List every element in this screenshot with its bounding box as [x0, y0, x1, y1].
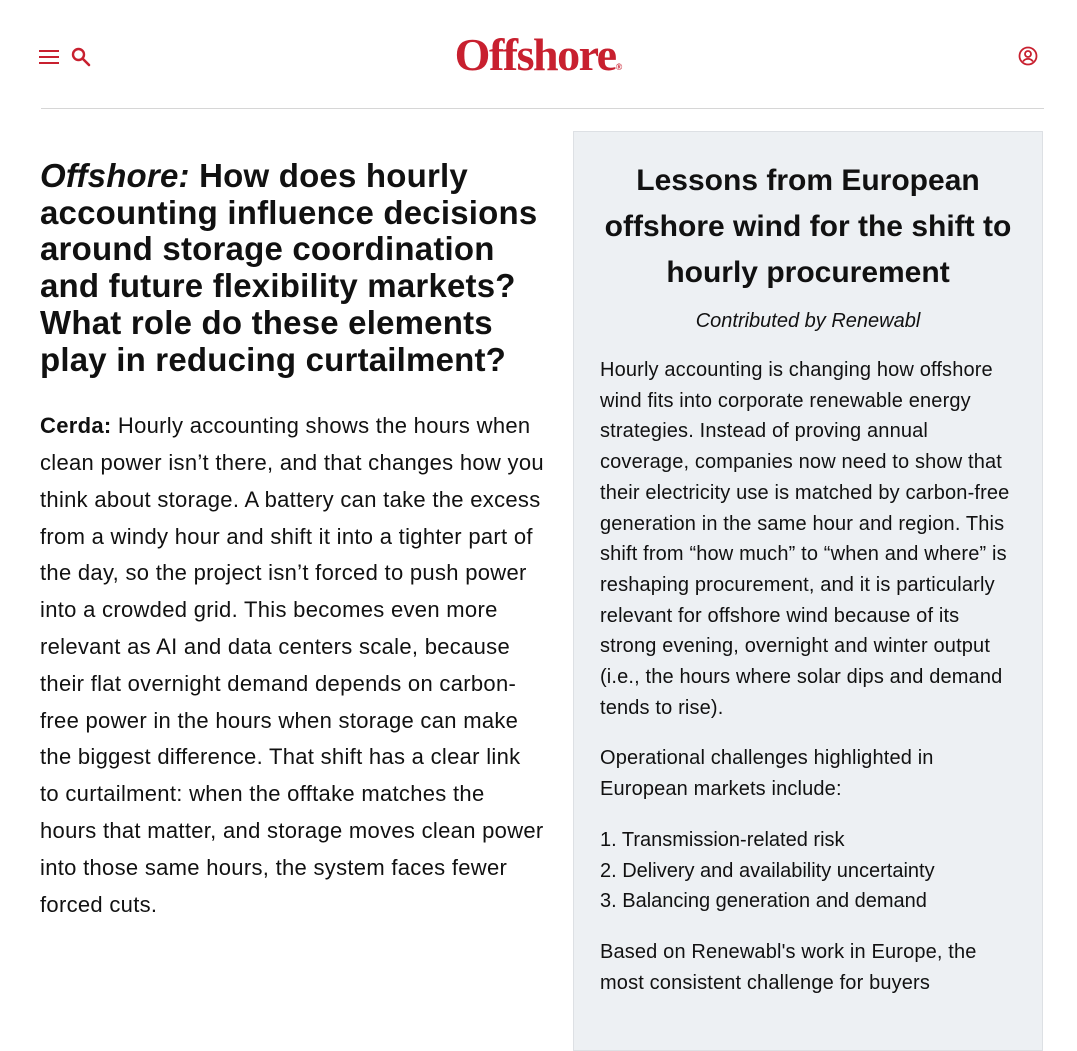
answer-text: Hourly accounting shows the hours when clean power isn’t there, and that changes how you think about storage. A battery can take the excess from a windy hour and shift it into a tighter part of the day, so the project isn’t forced to push power into a crowded grid. This becomes even more relevant as AI and data centers scale, because their flat overnight demand depends on carbon-free power in the hours when storage can make the biggest difference. That shift has a clear link to curtailment: when the offtake matches the hours that matter, and storage moves clean power into those same hours, the system faces fewer forced cuts. — [40, 413, 544, 917]
article-body — [40, 158, 545, 923]
interview-answer — [40, 408, 545, 923]
sidebar-paragraph: Based on Renewabl's work in Europe, the most consistent challenge for buyers — [600, 940, 977, 994]
site-logo[interactable] — [0, 28, 1077, 81]
logo-text: Offshore — [454, 29, 616, 80]
sidebar-callout — [573, 131, 1043, 1051]
sidebar-contributor: Contributed by Renewabl — [695, 310, 921, 332]
challenges-list — [600, 825, 1016, 917]
question-prefix: Offshore: — [40, 157, 190, 194]
header-divider — [41, 108, 1044, 109]
site-header — [0, 0, 1077, 110]
question-text: How does hourly accounting influence decisions around storage coordination and future flexibility markets? What role do these elements play in reducing curtailment? — [40, 157, 538, 378]
list-item: 2. Delivery and availability uncertainty — [600, 859, 935, 882]
speaker-name: Cerda: — [40, 413, 112, 439]
sidebar-paragraph: Operational challenges highlighted in European markets include: — [600, 747, 934, 801]
interview-question — [40, 158, 545, 378]
user-icon[interactable] — [1018, 46, 1038, 66]
sidebar-title: Lessons from European offshore wind for the shift to hourly procurement — [604, 164, 1012, 289]
sidebar-paragraph: Hourly accounting is changing how offshore wind fits into corporate renewable energy strategies. Instead of proving annual coverage, companies now need to show that their electricity use is matched by carbon-free generation in the same hour and region. This shift from “how much” to “when and where” is reshaping procurement, and it is particularly relevant for offshore wind because of its strong evening, overnight and winter output (i.e., the hours where solar dips and demand tends to rise). — [600, 359, 1010, 719]
list-item: 3. Balancing generation and demand — [600, 890, 927, 913]
list-item: 1. Transmission-related risk — [600, 828, 845, 851]
registered-mark: ® — [615, 62, 623, 72]
